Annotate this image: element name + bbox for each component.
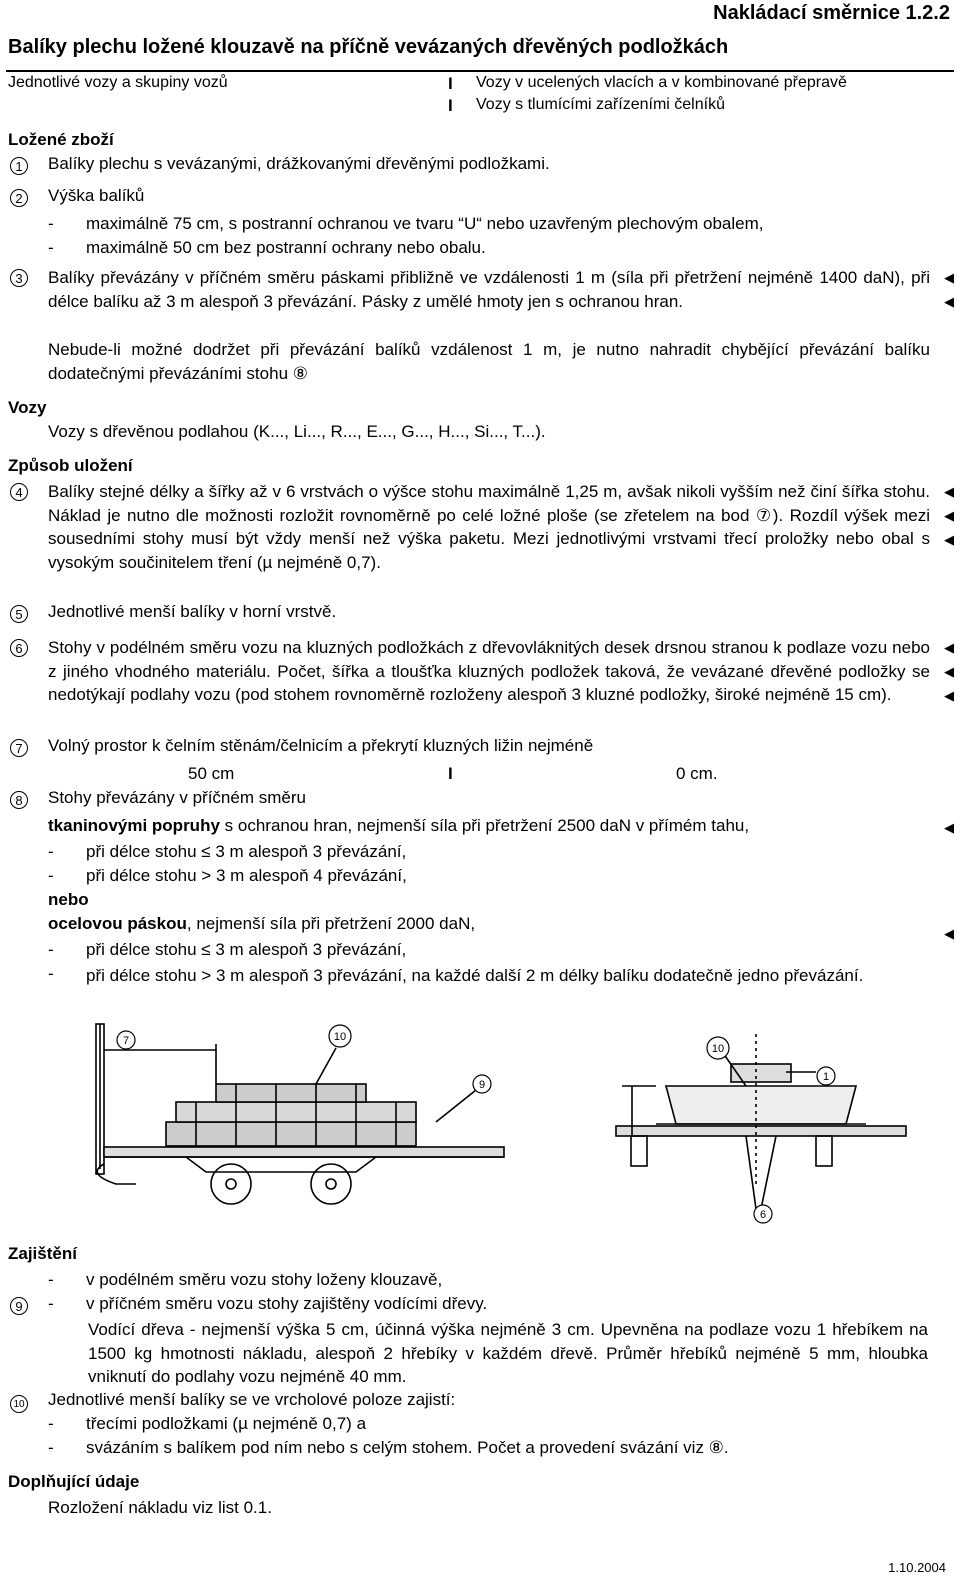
dash: - xyxy=(48,866,54,885)
item-number-3: 3 xyxy=(10,268,28,288)
change-marker-icon: ◀ xyxy=(944,508,954,523)
item-8b-text: při délce stohu > 3 m alespoň 4 převázání, xyxy=(86,866,407,885)
item-7-value-right: 0 cm. xyxy=(676,764,718,783)
item-6-text: Stohy v podélném směru vozu na kluzných podložkách z dřevovláknitých desek drsnou stranou k podlaze vozu nebo z jiného vhodného materiálu. Počet, šířka a tloušťka kluzných podložek taková, že vevázané dřevěné podložky se nedotýkají podlahy vozu (pod stohem rovnoměrně rozloženy alespoň 3 kluzné podložky, široké nejméně 15 cm). xyxy=(48,638,930,704)
dash: - xyxy=(48,1294,54,1313)
item-number-6: 6 xyxy=(10,638,28,658)
callout-9: 9 xyxy=(478,1079,486,1091)
item-number-5: 5 xyxy=(10,604,28,624)
directive-number: Nakládací směrnice 1.2.2 xyxy=(713,2,950,24)
callout-1: 1 xyxy=(822,1071,830,1083)
change-marker-icon: ◀ xyxy=(944,294,954,309)
change-marker-icon: ◀ xyxy=(944,688,954,703)
item-8-or: nebo xyxy=(48,890,89,909)
loading-diagram xyxy=(56,1014,916,1232)
item-8-text: Stohy převázány v příčném směru xyxy=(48,788,306,807)
callout-10: 10 xyxy=(711,1043,725,1055)
item-7-value-left: 50 cm xyxy=(188,764,235,783)
wagons-text: Vozy s dřevěnou podlahou (K..., Li..., R..., E..., G..., H..., Si..., T...). xyxy=(48,422,546,441)
item-number-7: 7 xyxy=(10,738,28,758)
item-number-9: 9 xyxy=(10,1296,28,1316)
item-number-10: 10 xyxy=(10,1392,28,1413)
item-7-separator: I xyxy=(448,764,453,783)
item-number-4: 4 xyxy=(10,482,28,502)
callout-7: 7 xyxy=(122,1035,130,1047)
item-number-2: 2 xyxy=(10,188,28,208)
item-number-8: 8 xyxy=(10,790,28,810)
section-heading-securing: Zajištění xyxy=(8,1244,77,1263)
additional-text: Rozložení nákladu viz list 0.1. xyxy=(48,1498,272,1517)
change-marker-icon: ◀ xyxy=(944,532,954,547)
dash: - xyxy=(48,214,54,233)
callout-10: 10 xyxy=(333,1031,347,1043)
scope-left: Jednotlivé vozy a skupiny vozů xyxy=(8,74,228,91)
item-5-text: Jednotlivé menší balíky v horní vrstvě. xyxy=(48,602,337,621)
item-8d-text: při délce stohu > 3 m alespoň 3 převázání, na každé další 2 m délky balíku dodatečně jedno převázání. xyxy=(86,966,864,985)
section-heading-additional: Doplňující údaje xyxy=(8,1472,140,1491)
item-number-1: 1 xyxy=(10,156,28,176)
item-2b-text: maximálně 50 cm bez postranní ochrany nebo obalu. xyxy=(86,238,486,257)
item-7-text: Volný prostor k čelním stěnám/čelnicím a překrytí kluzných ližin nejméně xyxy=(48,736,594,755)
item-3-text: Balíky převázány v příčném směru páskami přibližně ve vzdálenosti 1 m (síla při přetržení nejméně 1400 daN), při délce balíku až 3 m alespoň 3 převázání. Pásky z umělé hmoty jen s ochranou hran. xyxy=(48,268,930,311)
item-10-text: Jednotlivé menší balíky se ve vrcholové poloze zajistí: xyxy=(48,1390,456,1409)
callout-6: 6 xyxy=(759,1209,767,1221)
header-rule xyxy=(6,70,954,72)
item-10a-text: třecími podložkami (µ nejméně 0,7) a xyxy=(86,1414,367,1433)
dash: - xyxy=(48,940,54,959)
change-marker-icon: ◀ xyxy=(944,664,954,679)
item-2a-text: maximálně 75 cm, s postranní ochranou ve tvaru “U“ nebo uzavřeným plechovým obalem, xyxy=(86,214,764,233)
section-heading-wagons: Vozy xyxy=(8,398,47,417)
item-8-webbing: tkaninovými popruhy s ochranou hran, nejmenší síla při přetržení 2500 daN v přímém tahu, xyxy=(48,816,750,835)
change-marker-icon: ◀ xyxy=(944,484,954,499)
dash: - xyxy=(48,964,54,983)
item-8-steel: ocelovou páskou, nejmenší síla při přetržení 2000 daN, xyxy=(48,914,476,933)
securing-2-text: v příčném směru vozu stohy zajištěny vodícími dřevy. xyxy=(86,1294,488,1313)
change-marker-icon: ◀ xyxy=(944,926,954,941)
dash: - xyxy=(48,1438,54,1457)
dash: - xyxy=(48,1414,54,1433)
item-1-text: Balíky plechu s vevázanými, drážkovanými dřevěnými podložkami. xyxy=(48,154,550,173)
item-3b-text: Nebude-li možné dodržet při převázání balíků vzdálenost 1 m, je nutno nahradit chybějící převázání balíku dodatečnými převázáními stohu ⑧ xyxy=(48,340,930,383)
change-marker-icon: ◀ xyxy=(944,640,954,655)
item-4-text: Balíky stejné délky a šířky až v 6 vrstvách o výšce stohu maximálně 1,25 m, avšak nikoli vyšším než činí šířka stohu. Náklad je nutno dle možnosti rozložit rovnoměrně po celé ložné ploše (se zřetelem na bod ⑦). Rozdíl výšek mezi sousedními stohy musí být vždy menší než výška paketu. Mezi jednotlivými vrstvami třecí proložky nebo obal s vysokým součinitelem tření (µ nejméně 0,7). xyxy=(48,482,930,572)
scope-separator: I xyxy=(448,96,453,115)
section-heading-cargo: Ložené zboží xyxy=(8,130,114,149)
section-heading-loading: Způsob uložení xyxy=(8,456,133,475)
change-marker-icon: ◀ xyxy=(944,270,954,285)
item-10b-text: svázáním s balíkem pod ním nebo s celým stohem. Počet a provedení svázání viz ⑧. xyxy=(86,1438,729,1457)
change-marker-icon: ◀ xyxy=(944,820,954,835)
page-title: Balíky plechu ložené klouzavě na příčně vevázaných dřevěných podložkách xyxy=(8,36,729,58)
guide-wood-text: Vodící dřeva - nejmenší výška 5 cm, účinná výška nejméně 3 cm. Upevněna na podlaze vozu 1 hřebíkem na 1500 kg hmotnosti nákladu, alespoň 2 hřebíky v každém dřevě. Průměr hřebíků nejméně 5 mm, hloubka vniknutí do podlahy vozu nejméně 40 mm. xyxy=(88,1320,928,1386)
scope-right-2: Vozy s tlumícími zařízeními čelníků xyxy=(476,96,725,113)
footer-date: 1.10.2004 xyxy=(888,1560,946,1575)
scope-right-1: Vozy v ucelených vlacích a v kombinované přepravě xyxy=(476,74,847,91)
securing-1-text: v podélném směru vozu stohy loženy klouzavě, xyxy=(86,1270,443,1289)
item-8c-text: při délce stohu ≤ 3 m alespoň 3 převázání, xyxy=(86,940,407,959)
dash: - xyxy=(48,842,54,861)
item-2-text: Výška balíků xyxy=(48,186,145,205)
dash: - xyxy=(48,1270,54,1289)
item-8a-text: při délce stohu ≤ 3 m alespoň 3 převázání, xyxy=(86,842,407,861)
dash: - xyxy=(48,238,54,257)
scope-separator: I xyxy=(448,74,453,93)
